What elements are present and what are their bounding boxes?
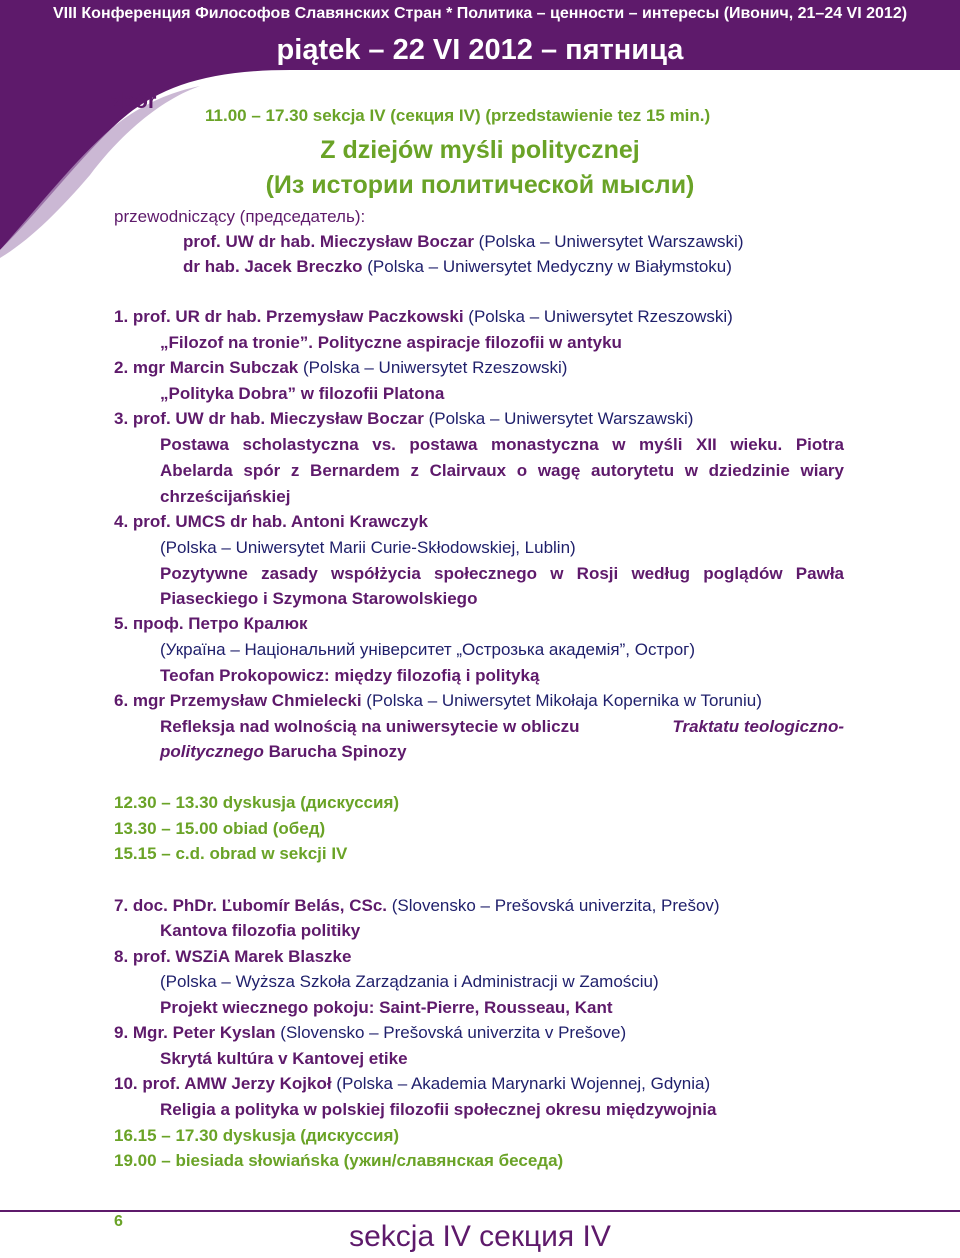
day-heading: piątek – 22 VI 2012 – пятница bbox=[276, 34, 684, 66]
talk-6-speaker: 6. mgr Przemysław Chmielecki bbox=[114, 691, 362, 710]
talk-1-affil: (Polska – Uniwersytet Rzeszowski) bbox=[463, 307, 733, 326]
talk-2-affil: (Polska – Uniwersytet Rzeszowski) bbox=[298, 358, 568, 377]
talk-2-title: „Polityka Dobra” w filozofii Platona bbox=[160, 384, 445, 403]
talk-6-affil: (Polska – Uniwersytet Mikołaja Kopernika w Toruniu) bbox=[361, 691, 762, 710]
chair-1-affil: (Polska – Uniwersytet Warszawski) bbox=[473, 232, 744, 251]
talk-6-title-line-1 bbox=[160, 716, 844, 738]
talk-1-title: „Filozof na tronie”. Polityczne aspiracje filozofii w antyku bbox=[160, 333, 622, 352]
session-title-ru: (Из истории политической мысли) bbox=[265, 171, 695, 199]
talk-9-title: Skrytá kultúra v Kantovej etike bbox=[160, 1049, 408, 1068]
talk-3-speaker: 3. prof. UW dr hab. Mieczysław Boczar bbox=[114, 409, 424, 428]
talk-4-speaker: 4. prof. UMCS dr hab. Antoni Krawczyk bbox=[114, 512, 428, 531]
talk-4-affil: (Polska – Uniwersytet Marii Curie-Skłodowskiej, Lublin) bbox=[160, 538, 576, 557]
talk-5-title: Teofan Prokopowicz: między filozofią i polityką bbox=[160, 666, 540, 685]
closing-1: 16.15 – 17.30 dyskusja (дискуссия) bbox=[114, 1126, 400, 1145]
talk-9-speaker-line bbox=[114, 1022, 626, 1044]
talk-10-speaker: 10. prof. AMW Jerzy Kojkoł bbox=[114, 1074, 332, 1093]
talk-6-title-italic-a: Traktatu teologiczno- bbox=[672, 717, 844, 736]
session-title-pl: Z dziejów myśli politycznej bbox=[320, 136, 640, 164]
talk-8-affil: (Polska – Wyższa Szkoła Zarządzania i Administracji w Zamościu) bbox=[160, 972, 659, 991]
chair-label: przewodniczący (председатель): bbox=[114, 207, 366, 226]
talk-3-affil: (Polska – Uniwersytet Warszawski) bbox=[423, 409, 694, 428]
session-time: 11.00 – 17.30 sekcja IV (секция IV) (przedstawienie tez 15 min.) bbox=[205, 106, 711, 125]
break-1: 12.30 – 13.30 dyskusja (дискуссия) bbox=[114, 793, 400, 812]
break-2: 13.30 – 15.00 obiad (обед) bbox=[114, 819, 326, 838]
talk-9-affil: (Slovensko – Prešovská univerzita v Prešove) bbox=[275, 1023, 627, 1042]
talk-8-title: Projekt wiecznego pokoju: Saint-Pierre, Rousseau, Kant bbox=[160, 998, 613, 1017]
talk-6-title-b: Barucha Spinozy bbox=[268, 742, 407, 761]
talk-3-title-line-2: Abelarda spór z Bernardem z Clairvaux o wagę autorytetu w dziedzinie wiary bbox=[160, 461, 844, 480]
talk-2-speaker-line bbox=[114, 357, 567, 379]
conference-title: VIII Конференция Философов Славянских Стран * Политика – ценности – интересы (Ивонич, 21–24 VI 2012) bbox=[52, 5, 908, 22]
talk-6-title-italic-b: politycznego bbox=[160, 742, 264, 761]
talk-4-title-line-2: Piaseckiego i Szymona Starowolskiego bbox=[160, 589, 478, 608]
chair-2-affil: (Polska – Uniwersytet Medyczny w Białymstoku) bbox=[362, 257, 732, 276]
talk-9-speaker: 9. Mgr. Peter Kyslan bbox=[114, 1023, 276, 1042]
talk-10-affil: (Polska – Akademia Marynarki Wojennej, Gdynia) bbox=[331, 1074, 711, 1093]
talk-3-title-line-3: chrześcijańskiej bbox=[160, 487, 291, 506]
talk-8-speaker: 8. prof. WSZiA Marek Blaszke bbox=[114, 947, 352, 966]
chair-2-name: dr hab. Jacek Breczko bbox=[183, 257, 363, 276]
talk-3-title-line-1: Postawa scholastyczna vs. postawa monastyczna w myśli XII wieku. Piotra bbox=[160, 435, 844, 454]
talk-6-title-a: Refleksja nad wolnością na uniwersytecie w obliczu bbox=[160, 717, 580, 736]
chair-2 bbox=[183, 256, 732, 278]
zbor-label: zbór bbox=[110, 88, 157, 113]
page-number: 6 bbox=[114, 1213, 123, 1230]
talk-7-speaker-line bbox=[114, 895, 720, 917]
break-3: 15.15 – c.d. obrad w sekcji IV bbox=[114, 844, 348, 863]
chair-1 bbox=[183, 231, 744, 253]
talk-5-affil: (Україна – Національний університет „Острозька академія”, Острог) bbox=[160, 640, 696, 659]
talk-6-title-line-2 bbox=[160, 741, 407, 763]
chair-1-name: prof. UW dr hab. Mieczysław Boczar bbox=[183, 232, 474, 251]
talk-7-speaker: 7. doc. PhDr. Ľubomír Belás, CSc. bbox=[114, 896, 388, 915]
talk-3-speaker-line bbox=[114, 408, 693, 430]
talk-10-speaker-line bbox=[114, 1073, 710, 1095]
closing-2: 19.00 – biesiada słowiańska (ужин/славянская беседа) bbox=[114, 1151, 564, 1170]
talk-10-title: Religia a polityka w polskiej filozofii społecznej okresu międzywojnia bbox=[160, 1100, 717, 1119]
talk-2-speaker: 2. mgr Marcin Subczak bbox=[114, 358, 299, 377]
talk-1-speaker-line bbox=[114, 306, 733, 328]
talk-4-title-line-1: Pozytywne zasady współżycia społecznego w Rosji według poglądów Pawła bbox=[160, 564, 844, 583]
talk-5-speaker: 5. проф. Петро Кралюк bbox=[114, 614, 308, 633]
footer-section: sekcja IV секция IV bbox=[349, 1220, 611, 1253]
talk-1-speaker: 1. prof. UR dr hab. Przemysław Paczkowski bbox=[114, 307, 464, 326]
footer-divider bbox=[0, 1210, 960, 1212]
talk-7-title: Kantova filozofia politiky bbox=[160, 921, 361, 940]
talk-6-speaker-line bbox=[114, 690, 762, 712]
talk-7-affil: (Slovensko – Prešovská univerzita, Prešov) bbox=[387, 896, 720, 915]
